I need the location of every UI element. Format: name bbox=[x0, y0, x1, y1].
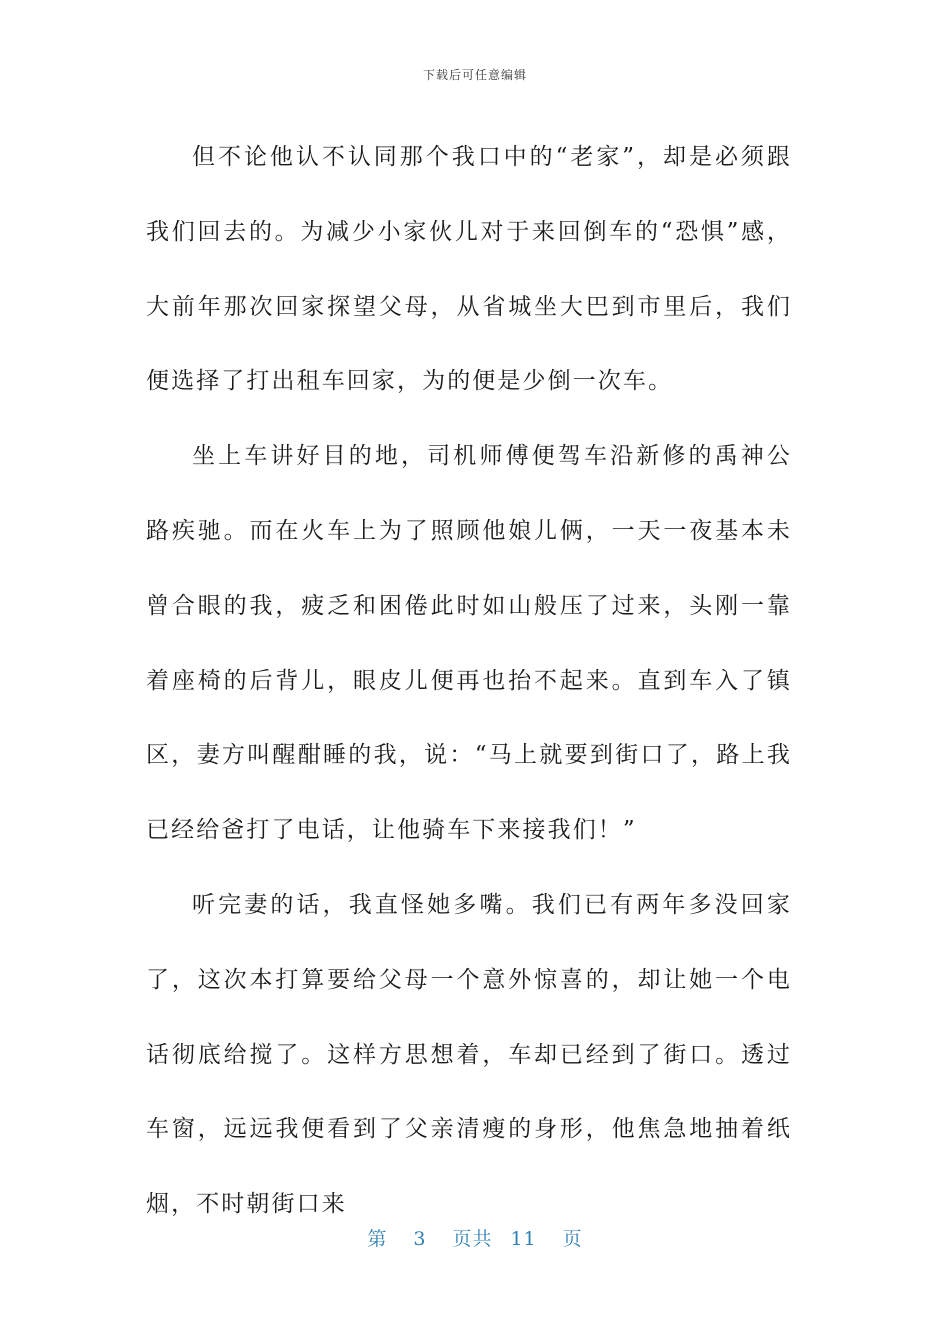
paragraph-1: 但不论他认不认同那个我口中的“老家”，却是必须跟我们回去的。为减少小家伙儿对于来回倒车的“恐惧”感，大前年那次回家探望父母，从省城坐大巴到市里后，我们便选择了打出租车回家，为的便是少倒一次车。 bbox=[146, 144, 792, 395]
footer-total-pages: 11 bbox=[510, 1228, 537, 1250]
page-footer bbox=[0, 1224, 950, 1251]
footer-prefix: 第 bbox=[367, 1228, 388, 1250]
paragraph-2: 坐上车讲好目的地，司机师傅便驾车沿新修的禹神公路疾驰。而在火车上为了照顾他娘儿俩，一天一夜基本未曾合眼的我，疲乏和困倦此时如山般压了过来，头刚一靠着座椅的后背儿，眼皮儿便再也抬不起来。直到车入了镇区，妻方叫醒酣睡的我，说：“马上就要到街口了，路上我已经给爸打了电话，让他骑车下来接我们！” bbox=[146, 443, 792, 844]
document-body bbox=[146, 120, 792, 1242]
footer-middle: 页共 bbox=[452, 1228, 493, 1250]
paragraph-3: 听完妻的话，我直怪她多嘴。我们已有两年多没回家了，这次本打算要给父母一个意外惊喜的，却让她一个电话彻底给搅了。这样方思想着，车却已经到了街口。透过车窗，远远我便看到了父亲清瘦的身形，他焦急地抽着纸烟，不时朝街口来 bbox=[146, 891, 792, 1218]
footer-current-page: 3 bbox=[413, 1228, 427, 1250]
footer-suffix: 页 bbox=[562, 1228, 583, 1250]
header-note: 下载后可任意编辑 bbox=[422, 68, 527, 82]
